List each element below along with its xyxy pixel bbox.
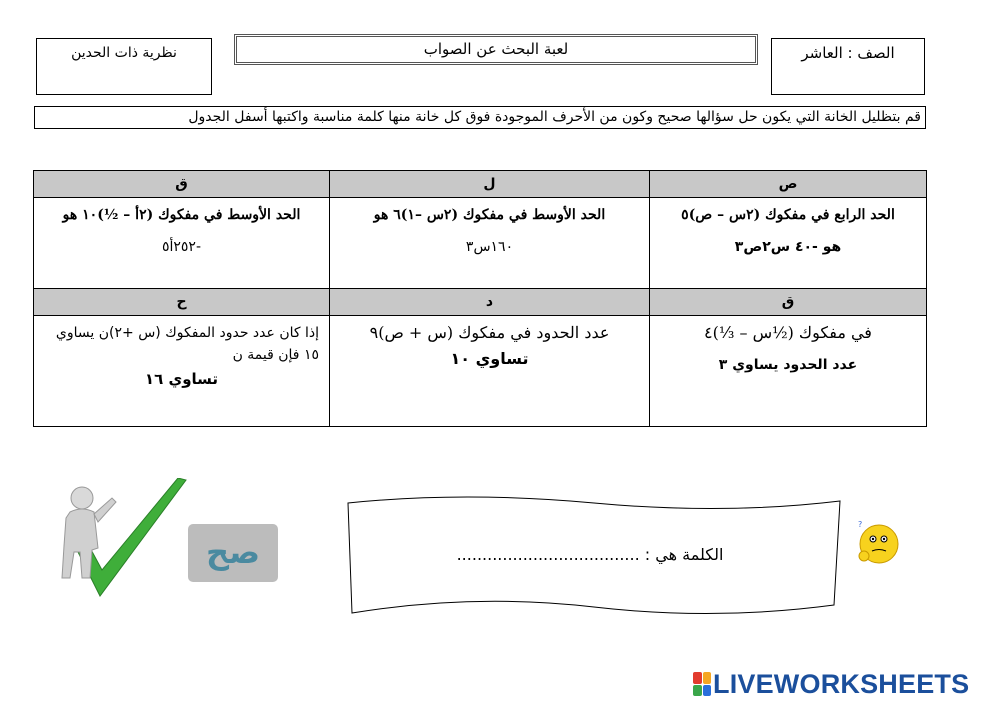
worksheet-title-box xyxy=(234,34,758,65)
question-cell[interactable] xyxy=(650,198,927,289)
grade-box xyxy=(771,38,925,95)
letter-header: ص xyxy=(650,171,927,198)
thinking-face-icon xyxy=(855,520,901,566)
question-cell[interactable] xyxy=(34,198,330,289)
topic-title: نظرية ذات الحدين xyxy=(71,45,177,61)
question-cell[interactable] xyxy=(330,198,650,289)
brand-name: LIVEWORKSHEETS xyxy=(713,668,970,699)
question-text: عدد الحدود في مفكوك (س + ص)٩ xyxy=(369,323,610,342)
worksheet-title: لعبة البحث عن الصواب xyxy=(423,40,569,58)
answer-text: تساوي ١٦ xyxy=(144,370,219,388)
answer-text: -٢٥٢أ٥ xyxy=(161,239,202,255)
answer-text: عدد الحدود يساوي ٣ xyxy=(718,357,858,373)
correct-stamp-text: صح xyxy=(206,533,260,571)
answer-text: هو -٤٠ س٢ص٣ xyxy=(734,239,842,255)
question-text: الحد الرابع في مفكوك (٢س – ص)٥ xyxy=(681,207,895,223)
checkmark-figure-icon xyxy=(48,478,188,600)
correct-stamp xyxy=(188,524,278,582)
grade-label: الصف : العاشر xyxy=(801,44,895,62)
word-answer-line[interactable]: الكلمة هي : .................................... xyxy=(456,545,724,564)
question-cell[interactable] xyxy=(34,316,330,427)
question-cell[interactable] xyxy=(650,316,927,427)
answer-text: ١٦٠س٣ xyxy=(465,239,514,255)
question-cell[interactable] xyxy=(330,316,650,427)
topic-box xyxy=(36,38,212,95)
liveworksheets-brand xyxy=(693,668,969,700)
question-text: الحد الأوسط في مفكوك (٢س –١)٦ هو xyxy=(373,207,606,223)
svg-text:?: ? xyxy=(858,520,863,529)
answer-text: تساوي ١٠ xyxy=(450,349,529,368)
letter-header: ق xyxy=(34,171,330,198)
question-text: إذا كان عدد حدود المفكوك (س +٢)ن يساوي ١٥ فإن قيمة ن xyxy=(55,325,319,363)
liveworksheets-logo-icon xyxy=(693,672,711,696)
letter-header: ق xyxy=(650,289,927,316)
answer-grid xyxy=(33,170,927,427)
question-text: الحد الأوسط في مفكوك (٢أ – ½)١٠ هو xyxy=(62,207,301,223)
letter-header: ح xyxy=(34,289,330,316)
instruction-text: قم بتظليل الخانة التي يكون حل سؤالها صحيح وكون من الأحرف الموجودة فوق كل خانة منها كلمة مناسبة واكتبها أسفل الجدول xyxy=(34,106,926,129)
letter-header: ل xyxy=(330,171,650,198)
question-text: في مفكوك (½س – ⅓)٤ xyxy=(704,323,872,342)
letter-header: د xyxy=(330,289,650,316)
